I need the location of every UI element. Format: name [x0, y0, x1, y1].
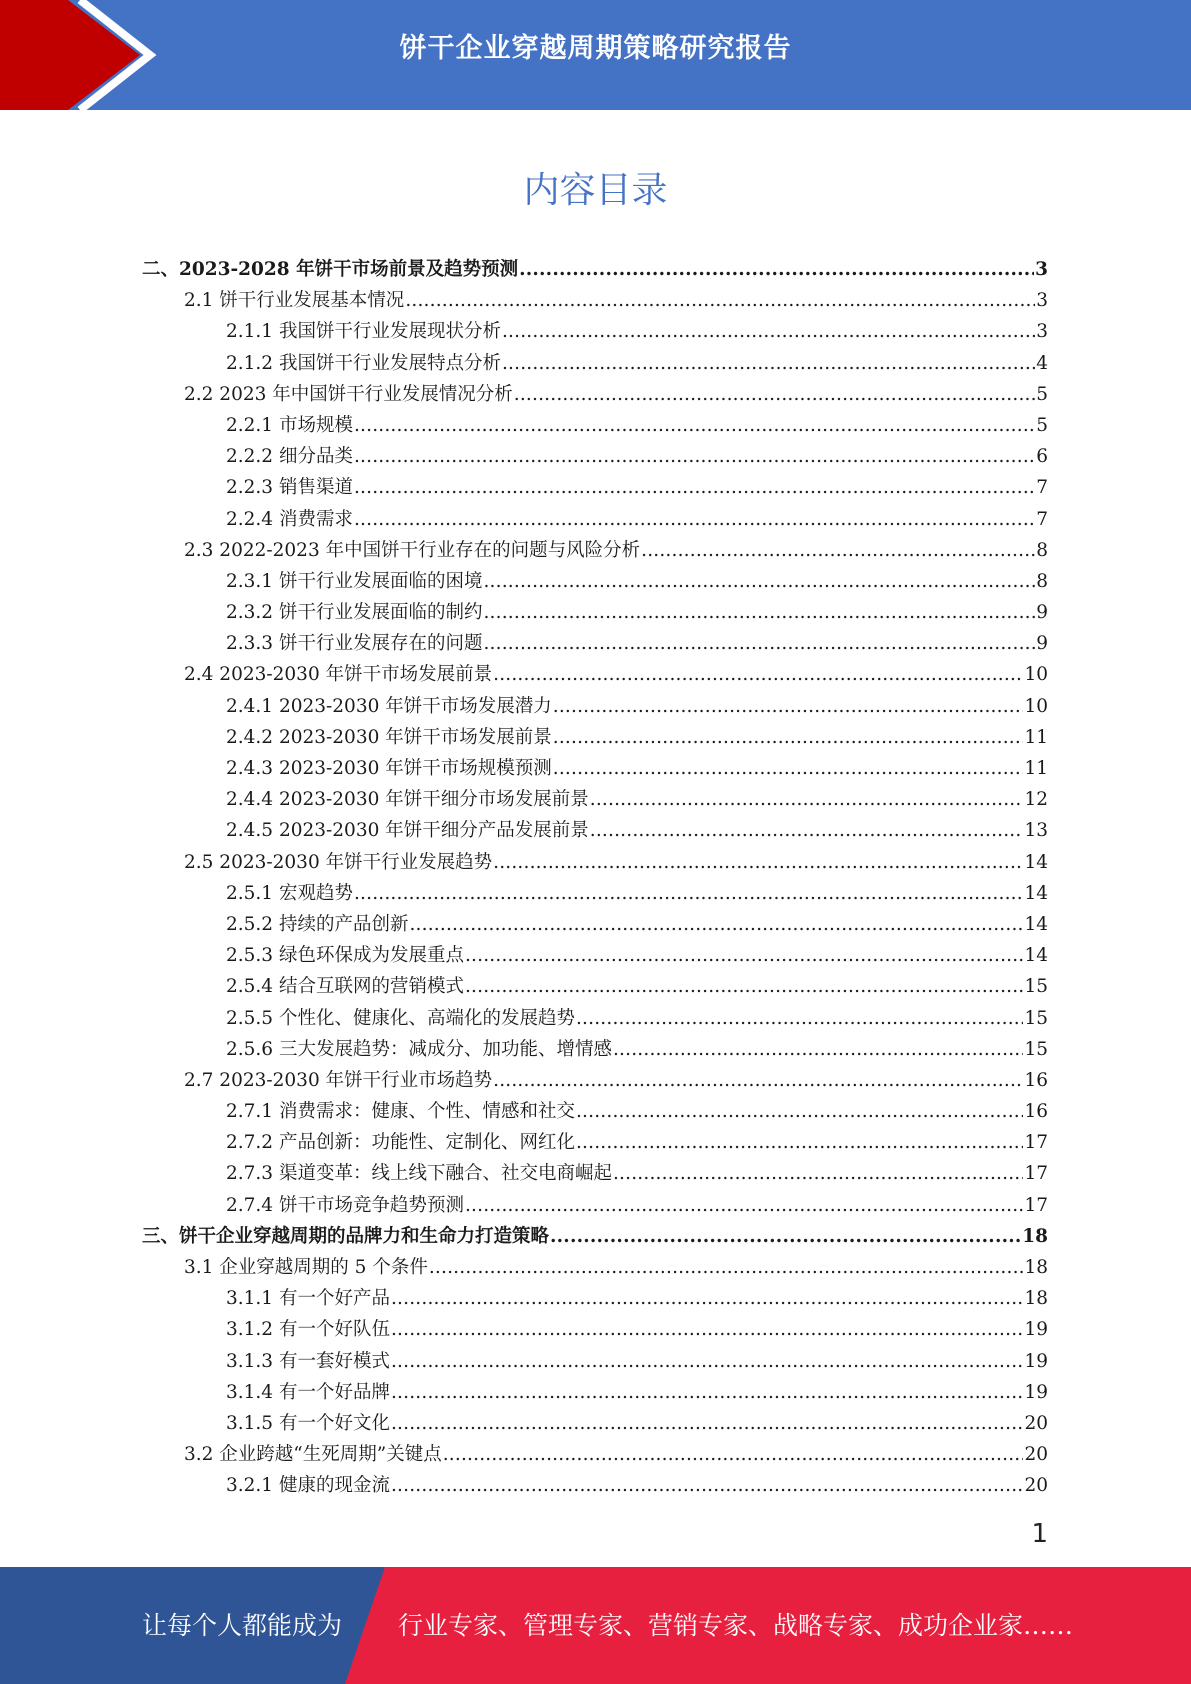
toc-entry-page: 16 — [1024, 1101, 1048, 1123]
toc-dot-leader — [483, 628, 1035, 659]
toc-entry-label: 2.1.1 我国饼干行业发展现状分析 — [226, 321, 501, 343]
toc-entry-page: 13 — [1024, 820, 1048, 842]
toc-entry[interactable] — [142, 1346, 1048, 1377]
toc-dot-leader — [465, 940, 1023, 971]
toc-entry-page: 5 — [1036, 414, 1048, 436]
toc-dot-leader — [519, 254, 1034, 285]
toc-entry[interactable] — [142, 784, 1048, 815]
toc-entry-page: 19 — [1024, 1350, 1048, 1372]
footer-slogan-left: 让每个人都能成为 — [142, 1611, 343, 1640]
toc-entry[interactable] — [142, 1127, 1048, 1158]
toc-dot-leader — [576, 1096, 1023, 1127]
toc-entry[interactable] — [142, 878, 1048, 909]
toc-entry-label: 3.1.3 有一套好模式 — [226, 1350, 390, 1372]
toc-dot-leader — [391, 1314, 1023, 1345]
toc-entry-page: 14 — [1024, 851, 1048, 873]
toc-entry[interactable] — [142, 1283, 1048, 1314]
toc-entry[interactable] — [142, 691, 1048, 722]
toc-entry-page: 17 — [1024, 1194, 1048, 1216]
toc-entry-label: 3.2.1 健康的现金流 — [226, 1475, 390, 1497]
toc-dot-leader — [391, 1377, 1023, 1408]
toc-dot-leader — [465, 971, 1023, 1002]
toc-entry-page: 17 — [1024, 1132, 1048, 1154]
toc-entry[interactable] — [142, 971, 1048, 1002]
toc-entry-label: 2.7 2023-2030 年饼干行业市场趋势 — [184, 1069, 493, 1091]
toc-entry-label: 2.7.4 饼干市场竞争趋势预测 — [226, 1194, 464, 1216]
toc-entry-page: 15 — [1024, 976, 1048, 998]
toc-entry[interactable] — [142, 940, 1048, 971]
toc-entry[interactable] — [142, 379, 1048, 410]
toc-entry-page: 20 — [1024, 1475, 1048, 1497]
toc-entry-page: 5 — [1036, 383, 1048, 405]
toc-entry[interactable] — [142, 847, 1048, 878]
toc-entry-label: 2.4 2023-2030 年饼干市场发展前景 — [184, 664, 493, 686]
toc-entry[interactable] — [142, 1377, 1048, 1408]
toc-entry[interactable] — [142, 1221, 1048, 1252]
toc-entry-page: 4 — [1036, 352, 1048, 374]
toc-dot-leader — [502, 348, 1035, 379]
toc-entry-label: 2.3.3 饼干行业发展存在的问题 — [226, 633, 483, 655]
toc-entry[interactable] — [142, 1034, 1048, 1065]
toc-dot-leader — [483, 566, 1035, 597]
toc-entry-label: 3.1.1 有一个好产品 — [226, 1288, 390, 1310]
toc-entry[interactable] — [142, 1252, 1048, 1283]
toc-entry-label: 3.1 企业穿越周期的 5 个条件 — [184, 1257, 428, 1278]
report-title: 饼干企业穿越周期策略研究报告 — [399, 33, 792, 64]
toc-entry-page: 16 — [1024, 1069, 1048, 1091]
toc-entry-label: 2.7.3 渠道变革：线上线下融合、社交电商崛起 — [226, 1163, 612, 1185]
toc-entry[interactable] — [142, 1439, 1048, 1470]
toc-dot-leader — [553, 753, 1024, 784]
toc-entry-label: 2.5.5 个性化、健康化、高端化的发展趋势 — [226, 1007, 575, 1029]
toc-dot-leader — [576, 1003, 1023, 1034]
toc-dot-leader — [590, 815, 1024, 846]
toc-entry-page: 10 — [1024, 695, 1048, 717]
toc-entry-page: 7 — [1036, 477, 1048, 499]
toc-entry-page: 15 — [1024, 1007, 1048, 1029]
toc-dot-leader — [502, 316, 1035, 347]
toc-entry-page: 6 — [1036, 446, 1048, 468]
toc-entry-label: 2.2.2 细分品类 — [226, 446, 353, 468]
toc-dot-leader — [443, 1439, 1024, 1470]
toc-entry-label: 2.5.6 三大发展趋势：减成分、加功能、增情感 — [226, 1038, 612, 1060]
toc-entry-page: 9 — [1036, 602, 1048, 624]
toc-entry-page: 17 — [1024, 1163, 1048, 1185]
toc-entry-label: 2.4.2 2023-2030 年饼干市场发展前景 — [226, 726, 552, 748]
toc-dot-leader — [590, 784, 1024, 815]
toc-dot-leader — [354, 441, 1035, 472]
toc-dot-leader — [553, 691, 1024, 722]
toc-entry[interactable] — [142, 1096, 1048, 1127]
toc-entry-page: 10 — [1024, 664, 1048, 686]
toc-entry-label: 2.4.5 2023-2030 年饼干细分产品发展前景 — [226, 820, 589, 842]
toc-entry-label: 2.4.4 2023-2030 年饼干细分市场发展前景 — [226, 789, 589, 811]
toc-entry-page: 3 — [1036, 290, 1048, 312]
toc-entry-page: 20 — [1024, 1412, 1048, 1434]
toc-entry[interactable] — [142, 410, 1048, 441]
toc-entry[interactable] — [142, 1470, 1048, 1501]
toc-entry-page: 7 — [1036, 508, 1048, 530]
toc-dot-leader — [354, 878, 1024, 909]
toc-entry-page: 12 — [1024, 789, 1048, 811]
toc-entry-page: 3 — [1036, 321, 1048, 343]
toc-dot-leader — [391, 1283, 1023, 1314]
toc-entry[interactable] — [142, 597, 1048, 628]
toc-entry-page: 3 — [1035, 259, 1048, 280]
toc-entry-page: 14 — [1024, 882, 1048, 904]
toc-dot-leader — [391, 1408, 1023, 1439]
toc-dot-leader — [465, 1190, 1023, 1221]
toc-entry-label: 2.7.1 消费需求：健康、个性、情感和社交 — [226, 1101, 575, 1123]
toc-entry-label: 二、2023-2028 年饼干市场前景及趋势预测 — [142, 259, 519, 280]
toc-entry[interactable] — [142, 441, 1048, 472]
toc-entry[interactable] — [142, 285, 1048, 316]
toc-entry[interactable] — [142, 504, 1048, 535]
toc-entry[interactable] — [142, 1408, 1048, 1439]
toc-entry-label: 3.2 企业跨越“生死周期”关键点 — [184, 1444, 442, 1466]
toc-entry-page: 14 — [1024, 945, 1048, 967]
toc-dot-leader — [493, 1065, 1023, 1096]
toc-entry[interactable] — [142, 1190, 1048, 1221]
toc-dot-leader — [493, 659, 1023, 690]
toc-entry[interactable] — [142, 909, 1048, 940]
toc-entry[interactable] — [142, 722, 1048, 753]
toc-entry[interactable] — [142, 472, 1048, 503]
toc-entry[interactable] — [142, 628, 1048, 659]
toc-dot-leader — [576, 1127, 1023, 1158]
toc-entry-label: 2.2.3 销售渠道 — [226, 477, 353, 499]
toc-entry-page: 18 — [1022, 1225, 1048, 1247]
toc-entry-label: 3.1.2 有一个好队伍 — [226, 1319, 390, 1341]
toc-dot-leader — [391, 1470, 1023, 1501]
toc-heading: 内容目录 — [523, 170, 668, 211]
toc-entry[interactable] — [142, 254, 1048, 285]
table-of-contents — [142, 254, 1048, 1502]
toc-dot-leader — [354, 504, 1035, 535]
toc-entry-page: 11 — [1024, 758, 1048, 779]
toc-dot-leader — [429, 1252, 1024, 1283]
toc-entry-page: 8 — [1036, 570, 1048, 592]
page-number: 1 — [1031, 1519, 1048, 1549]
toc-entry-page: 18 — [1024, 1257, 1048, 1278]
toc-entry-label: 2.5.1 宏观趋势 — [226, 882, 353, 904]
toc-entry-label: 2.2.4 消费需求 — [226, 508, 353, 530]
toc-entry[interactable] — [142, 566, 1048, 597]
toc-entry-label: 2.3 2022-2023 年中国饼干行业存在的问题与风险分析 — [184, 539, 641, 561]
toc-entry-page: 19 — [1024, 1381, 1048, 1403]
toc-entry[interactable] — [142, 1314, 1048, 1345]
toc-entry-label: 2.3.2 饼干行业发展面临的制约 — [226, 602, 483, 624]
toc-entry-page: 18 — [1024, 1288, 1048, 1310]
toc-entry-label: 2.4.3 2023-2030 年饼干市场规模预测 — [226, 758, 552, 779]
toc-dot-leader — [613, 1034, 1023, 1065]
toc-entry-label: 2.1.2 我国饼干行业发展特点分析 — [226, 352, 501, 374]
toc-entry-page: 15 — [1024, 1038, 1048, 1060]
toc-entry-label: 2.5.4 结合互联网的营销模式 — [226, 976, 464, 998]
toc-entry-label: 2.3.1 饼干行业发展面临的困境 — [226, 570, 483, 592]
toc-entry[interactable] — [142, 535, 1048, 566]
toc-entry-label: 2.2.1 市场规模 — [226, 414, 353, 436]
toc-dot-leader — [409, 909, 1023, 940]
toc-dot-leader — [391, 1346, 1023, 1377]
toc-dot-leader — [405, 285, 1035, 316]
toc-entry[interactable] — [142, 1158, 1048, 1189]
toc-entry-page: 11 — [1024, 726, 1048, 748]
page-header — [0, 0, 1191, 110]
toc-entry[interactable] — [142, 753, 1048, 784]
toc-dot-leader — [354, 410, 1035, 441]
toc-entry[interactable] — [142, 1065, 1048, 1096]
toc-dot-leader — [514, 379, 1035, 410]
toc-dot-leader — [613, 1158, 1023, 1189]
toc-entry-label: 三、饼干企业穿越周期的品牌力和生命力打造策略 — [142, 1225, 550, 1247]
toc-entry[interactable] — [142, 316, 1048, 347]
page-footer — [0, 1567, 1191, 1684]
toc-entry-page: 9 — [1036, 633, 1048, 655]
toc-entry-label: 2.1 饼干行业发展基本情况 — [184, 290, 405, 312]
toc-dot-leader — [493, 847, 1023, 878]
toc-entry[interactable] — [142, 815, 1048, 846]
toc-entry-label: 2.5.3 绿色环保成为发展重点 — [226, 945, 464, 967]
toc-entry[interactable] — [142, 1003, 1048, 1034]
toc-entry-page: 20 — [1024, 1444, 1048, 1466]
toc-dot-leader — [641, 535, 1035, 566]
toc-dot-leader — [354, 472, 1035, 503]
toc-dot-leader — [550, 1221, 1021, 1252]
toc-entry[interactable] — [142, 659, 1048, 690]
toc-dot-leader — [553, 722, 1024, 753]
footer-slogan-right: 行业专家、管理专家、营销专家、战略专家、成功企业家…… — [398, 1611, 1074, 1640]
toc-entry-label: 2.5.2 持续的产品创新 — [226, 913, 409, 935]
toc-entry-label: 2.2 2023 年中国饼干行业发展情况分析 — [184, 383, 513, 405]
toc-entry-label: 3.1.5 有一个好文化 — [226, 1412, 390, 1434]
toc-entry-page: 19 — [1024, 1319, 1048, 1341]
toc-entry-label: 2.5 2023-2030 年饼干行业发展趋势 — [184, 851, 493, 873]
toc-entry-page: 8 — [1036, 539, 1048, 561]
toc-entry-page: 14 — [1024, 913, 1048, 935]
toc-entry[interactable] — [142, 348, 1048, 379]
toc-dot-leader — [483, 597, 1035, 628]
toc-entry-label: 2.4.1 2023-2030 年饼干市场发展潜力 — [226, 695, 552, 717]
toc-entry-label: 2.7.2 产品创新：功能性、定制化、网红化 — [226, 1132, 575, 1154]
toc-entry-label: 3.1.4 有一个好品牌 — [226, 1381, 390, 1403]
